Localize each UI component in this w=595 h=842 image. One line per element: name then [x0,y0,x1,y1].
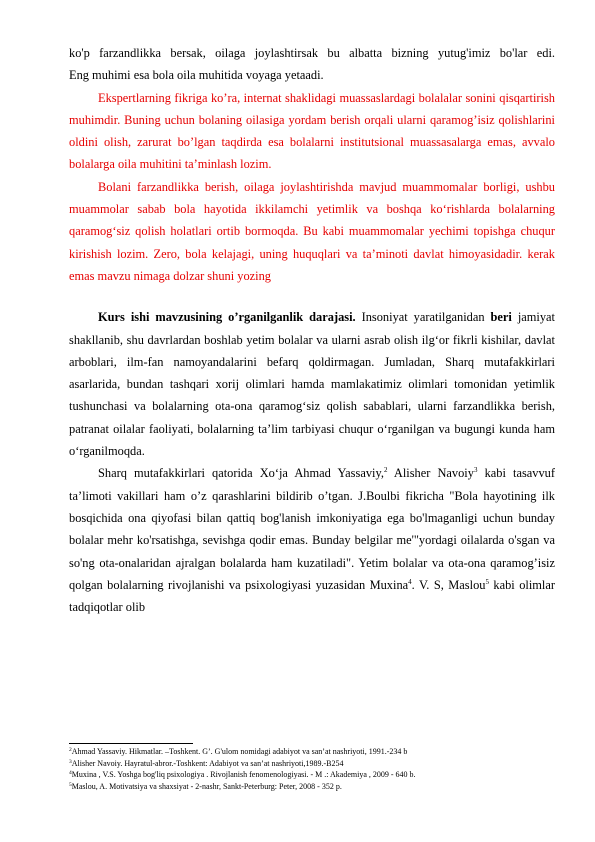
footnote-ref[interactable]: 4 [408,577,412,586]
paragraph-text: Insoniyat yaratilganidan [355,310,491,325]
bold-word: beri [490,310,512,325]
paragraph-continuation-line2: Eng muhimi esa bola oila muhitida voyaga yetaadi. [69,68,324,83]
paragraph-text: Alisher Navoiy [387,466,474,481]
footnote-number: 5 [69,781,72,788]
paragraph-text: jamiyat shakllanib, shu davrlardan boshlab yetim bolalar va ularni asrab olish ilg‘or fikrli kishilar, davlat arboblari, ilm-fan namoyandalarini befarq qoldirmagan. Jumladan, Sharq mutafakkirlari asarlarida, bundan tashqari xorij olimlari hamda mamlakatimiz olimlari tomonidan yetimlik tushunchasi va bolalarning ota-ona qaramog‘siz qolish sabablari, ularni farzandlikka berish, patranat oilalar faoliyati, bolalarning ta’lim tarbiyasi chuqur o‘rganilgan va bugungi kunda ham o‘rganilmoqda. [69,310,556,459]
paragraph-adoption-problems: Bolani farzandlikka berish, oilaga joylashtirishda mavjud muammomalar borligi, ushbu muammolar sabab bola hayotida ikkilamchi yetimlik va boshqa ko‘rishlarda bolalarning qaramog‘siz qolish holatlari ortib bormoqda. Bu kabi muammomalar yechimi topishga chuqur kirishish lozim. Zero, bola kelajagi, uning huquqlari va ta’minoti davlat himoyasidadir. kerak emas mavzu nimaga dolzar shuni yozing [69,179,555,283]
footnote-divider [69,743,193,744]
footnotes [69,746,555,792]
paragraph-text: Sharq mutafakkirlari qatorida Xo‘ja Ahmad Yassaviy, [98,466,384,481]
footnote-ref[interactable]: 3 [473,466,478,475]
footnote-item [69,769,555,781]
footnote-text: Ahmad Yassaviy. Hikmatlar. –Toshkent. G’. G'ulom nomidagi adabiyot va san’at nashriyoti, 1991.-234 b [71,747,408,756]
footnote-item [69,758,555,770]
footnote-item [69,781,555,793]
footnote-text: Alisher Navoiy. Hayratul-abror.-Toshkent: Adabiyot va san’at nashriyoti,1989.-B254 [71,758,344,768]
footnote-number: 4 [69,770,72,776]
paragraph-eastern-thinkers [69,462,555,618]
paragraph-text: kabi tasavvuf ta’limoti vakillari ham o’z qarashlarini bildirib o’tgan. J.Boulbi fikricha "Bola hayotining ilk bosqichida ona qiyofasi bilan qattiq bog'lanish imkoniyatiga ega bo'lmaganligi uchun bunday bolalar mehr ko'rsatishga, sevishga qodir emas. Bunday belgilar me'"yordagi oilalarda o'sgan va so'ng ota-onalaridan ajralgan bolalarda ham kuzatiladi". Yetim bolalar va ota-ona qaramog’isiz qolgan bolalarning rivojlanishi va psixologiyasi yuzasidan Muxina [69,466,555,592]
footnote-ref[interactable]: 5 [485,577,489,586]
footnote-ref[interactable]: 2 [383,466,388,475]
footnote-text: Muxina , V.S. Yoshga bog'liq psixologiya . Rivojlanish fenomenologiyasi. - M .: Akademiya , 2009 - 640 b. [71,770,416,779]
footnote-item [69,746,555,758]
document-page [69,42,555,618]
paragraph-experts-opinion: Ekspertlarning fikriga ko’ra, internat shaklidagi muassaslardagi bolalalar sonini qisqartirish muhimdir. Buning uchun bolaning oilasiga yordam berish orqali ularni qaramog’isiz qolishlarini oldini olish, zarurat bo’lgan taqdirda esa bolalarni institutsional muassasalarga emas, avvalo bolalarga oila muhitini ta’minlash lozim. [69,90,555,172]
footnote-number: 2 [69,747,72,753]
paragraph-gap [69,287,555,306]
paragraph-study-level [69,306,555,462]
paragraph-text: . V. S, Maslou [411,577,486,592]
paragraph-text: kabi olimlar tadqiqotlar olib [69,577,555,615]
paragraph-continuation-line1: ko'p farzandlikka bersak, oilaga joylashtirsak bu albatta bizning yutug'imiz bo'lar edi. [69,46,555,60]
section-heading: Kurs ishi mavzusining o’rganilganlik darajasi. [98,310,356,325]
footnote-number: 3 [69,758,72,765]
footnote-text: Maslou, A. Motivatsiya va shaxsiyat - 2-nashr, Sankt-Peterburg: Peter, 2008 - 352 p. [71,781,342,791]
